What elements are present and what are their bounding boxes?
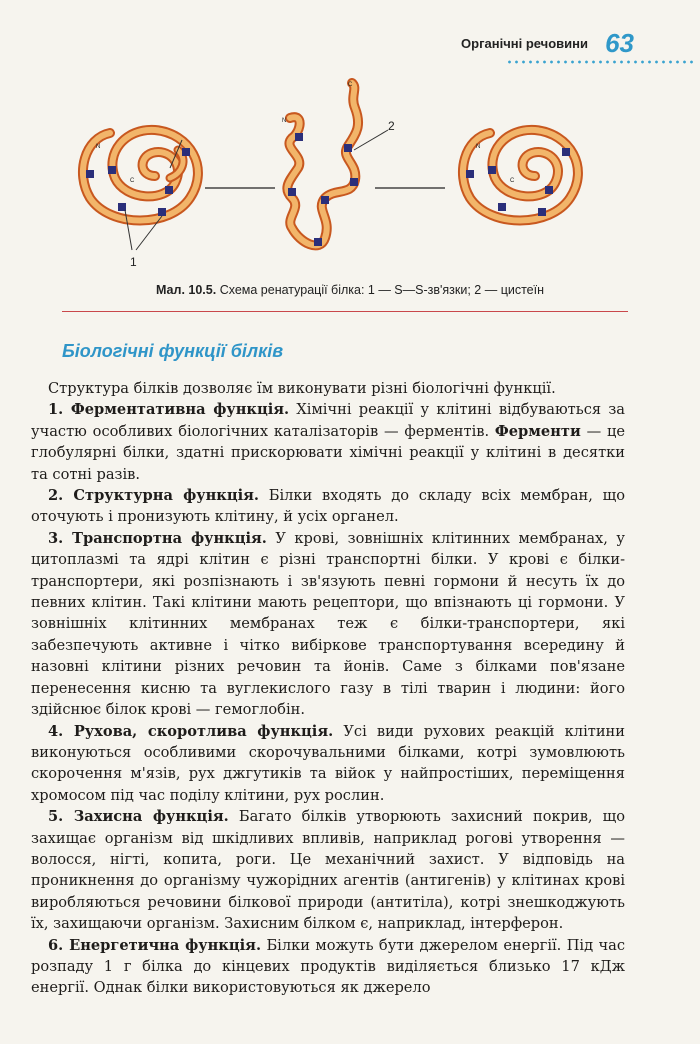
p1-text-b: — це глобулярні білки, здатні прискорювати хімічні реакції у клітині в десятки та сотні разів.	[31, 422, 625, 483]
paragraph-1	[31, 399, 625, 485]
paragraph-5	[31, 806, 625, 934]
paragraph-6	[31, 935, 625, 999]
p3-text: У крові, зовнішніх клітинних мембранах, у цитоплазмі та ядрі клітин є різні транспортні білки. У крові є білки-транспортери, які розпізнають і зв'язують певні гормони й несуть їх до певних клітин. Такі клітини мають рецептори, що впізнають ці гормони. У зовнішніх клітинних мембранах теж є білки-транспортери, які забезпечують активне і чітко вибіркове транспортування всередину й назовні клітини різних речовин та йонів. Саме з білками пов'язане перенесення кисню та вуглекислого газу в тілі тварин і людини: його здійснює білок крові — гемоглобін.	[31, 529, 625, 719]
paragraph-2	[31, 485, 625, 528]
p5-text: Багато білків утворюють захисний покрив, що захищає організм від шкідливих впливів, наприклад рогові утворення — волосся, нігті, копита, роги. Це механічний захист. У відповідь на проникнення до організму чужорідних агентів (антигенів) у клітинах крові виробляються речовини білкової природи (антитіла), котрі знешкоджують їх, захищаючи організм. Захисним білком є, наприклад, інтерферон.	[31, 808, 625, 933]
section-title: Біологічні функції білків	[62, 341, 284, 361]
n-terminus-right: N	[476, 144, 481, 150]
paragraph-intro: Структура білків дозволяє їм виконувати різні біологічні функції.	[48, 380, 556, 397]
running-title: Органічні речовини	[461, 36, 588, 51]
p1-text-a: Хімічні реакції у клітині відбуваються за участю особливих біологічних каталізаторів — ферментів.	[31, 401, 625, 440]
caption-text: Схема ренатурації білка: 1 — S—S-зв'язки; 2 — цистеїн	[219, 283, 545, 297]
c-terminus-left: C	[130, 178, 135, 184]
p6-heading: 6. Енергетична функція.	[48, 936, 262, 954]
p6-text: Білки можуть бути джерелом енергії. Під час розпаду 1 г білка до кінцевих продуктів виділяється близько 17 кДж енергії. Однак білки використовуються як джерело	[31, 936, 625, 997]
p3-heading: 3. Транспортна функція.	[48, 529, 267, 547]
paragraph-3	[31, 528, 625, 721]
c-terminus-middle: C	[348, 82, 353, 88]
section-divider	[62, 311, 628, 312]
paragraph-4	[31, 721, 625, 807]
protein-renaturation-diagram	[70, 78, 630, 273]
figure-label-2: 2	[388, 119, 395, 133]
p2-text: Білки входять до складу всіх мембран, що оточують і пронизують клітину, й усіх органел.	[31, 487, 626, 526]
caption-label: Мал. 10.5.	[155, 283, 217, 297]
folded-protein-left	[83, 130, 198, 269]
p1-bold-term: Ферменти	[494, 422, 581, 440]
page-number: 63	[605, 28, 634, 58]
p5-heading: 5. Захисна функція.	[48, 808, 229, 826]
n-terminus-middle: N	[282, 118, 287, 124]
renaturation-figure	[70, 78, 630, 273]
p4-heading: 4. Рухова, скоротлива функція.	[48, 722, 334, 740]
n-terminus-left: N	[96, 144, 101, 150]
p1-heading: 1. Ферментативна функція.	[48, 401, 290, 419]
body-text	[31, 378, 625, 999]
figure-label-1: 1	[130, 255, 137, 269]
page-header	[0, 28, 700, 68]
p2-heading: 2. Структурна функція.	[48, 487, 260, 505]
unfolded-protein	[282, 82, 395, 246]
folded-protein-right	[463, 130, 578, 221]
p4-text: Усі види рухових реакцій клітини виконуються особливими скорочувальними білками, котрі зумовлюють скорочення м'язів, рух джгутиків та війок у найпростіших, переміщення хромосом під час поділу клітини, рух рослин.	[31, 722, 625, 804]
c-terminus-right: C	[510, 178, 515, 184]
figure-caption	[0, 283, 700, 297]
dotted-divider	[506, 60, 696, 64]
